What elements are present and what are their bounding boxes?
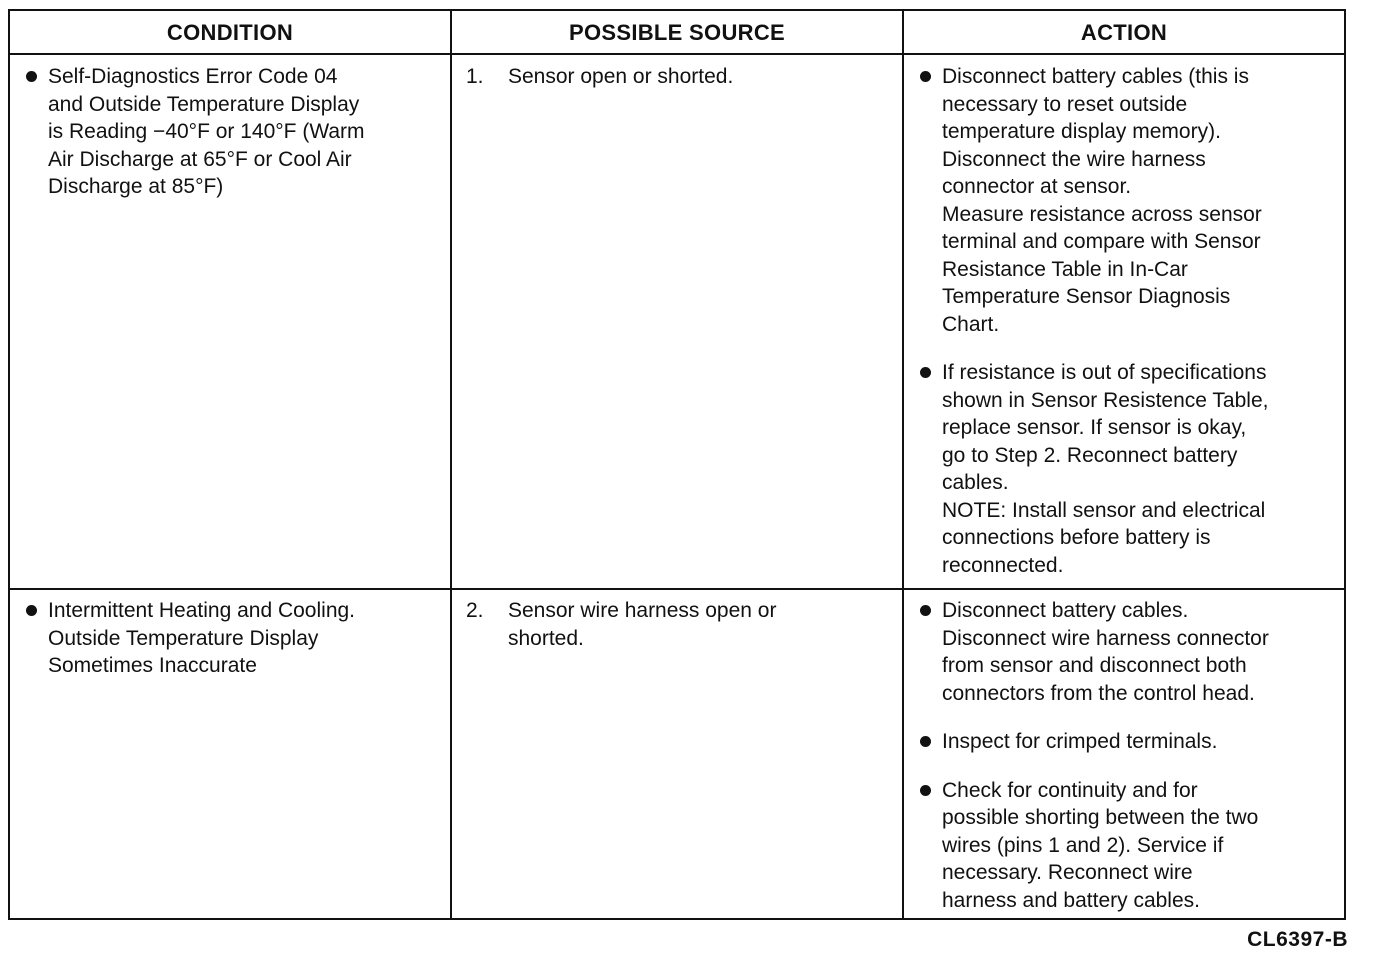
header-possible-source: POSSIBLE SOURCE [569, 20, 785, 45]
row-2-action [918, 597, 1338, 914]
diagnosis-chart [8, 9, 1346, 920]
action-line: from sensor and disconnect both [942, 654, 1247, 677]
action-line: go to Step 2. Reconnect battery [942, 443, 1238, 467]
condition-line: Outside Temperature Display [48, 626, 319, 650]
bullet-icon [26, 71, 37, 82]
action-item [918, 63, 1338, 338]
action-line: Chart. [942, 312, 1000, 336]
condition-line: Air Discharge at 65°F or Cool Air [48, 147, 352, 171]
source-line: shorted. [508, 626, 584, 650]
condition-line: is Reading −40°F or 140°F (Warm [48, 120, 365, 143]
action-line: Resistance Table in In-Car [942, 257, 1188, 281]
condition-item [24, 63, 444, 201]
source-line: Sensor wire harness open or [508, 599, 777, 622]
bullet-icon [920, 736, 931, 747]
condition-line: Self-Diagnostics Error Code 04 [48, 65, 338, 88]
source-number: 1. [466, 65, 484, 88]
action-line: reconnected. [942, 553, 1064, 577]
figure-code: CL6397-B [1247, 928, 1348, 951]
action-line: wires (pins 1 and 2). Service if [942, 833, 1224, 857]
action-item [918, 728, 1338, 756]
action-line: Disconnect battery cables. [942, 599, 1189, 622]
row-2-condition [24, 597, 444, 680]
action-line: Inspect for crimped terminals. [942, 730, 1218, 753]
action-item [918, 597, 1338, 707]
source-item [466, 597, 896, 652]
condition-line: and Outside Temperature Display [48, 92, 360, 116]
action-line: connector at sensor. [942, 175, 1132, 198]
row-1-source [466, 63, 896, 91]
action-line: possible shorting between the two [942, 806, 1259, 829]
action-item [918, 777, 1338, 915]
condition-line: Discharge at 85°F) [48, 175, 224, 198]
action-line: shown in Sensor Resistence Table, [942, 388, 1269, 412]
bullet-icon [920, 367, 931, 378]
action-line: necessary to reset outside [942, 92, 1188, 116]
action-line: cables. [942, 471, 1009, 494]
action-line: necessary. Reconnect wire [942, 861, 1193, 884]
action-line: Disconnect battery cables (this is [942, 65, 1249, 88]
source-line: Sensor open or shorted. [508, 65, 734, 88]
action-line: terminal and compare with Sensor [942, 230, 1261, 253]
action-line: If resistance is out of specifications [942, 361, 1267, 384]
action-line: Disconnect wire harness connector [942, 626, 1269, 650]
bullet-icon [26, 605, 37, 616]
source-item [466, 63, 896, 91]
row-1-condition [24, 63, 444, 201]
header-condition: CONDITION [166, 20, 294, 45]
row-divider [10, 588, 1344, 590]
column-divider [902, 11, 904, 918]
action-line: Temperature Sensor Diagnosis [942, 285, 1231, 308]
action-line: Measure resistance across sensor [942, 202, 1262, 226]
column-divider [450, 11, 452, 918]
action-line: Check for continuity and for [942, 778, 1198, 802]
header-action: ACTION [1080, 20, 1168, 45]
action-item [918, 359, 1338, 579]
action-line: harness and battery cables. [942, 888, 1200, 912]
action-line: NOTE: Install sensor and electrical [942, 498, 1266, 522]
action-line: replace sensor. If sensor is okay, [942, 416, 1247, 439]
action-line: connections before battery is [942, 526, 1211, 549]
bullet-icon [920, 785, 931, 796]
bullet-icon [920, 605, 931, 616]
row-1-action [918, 63, 1338, 579]
condition-item [24, 597, 444, 680]
action-line: connectors from the control head. [942, 681, 1255, 705]
condition-line: Intermittent Heating and Cooling. [48, 599, 356, 622]
action-line: Disconnect the wire harness [942, 147, 1206, 171]
bullet-icon [920, 71, 931, 82]
source-number: 2. [466, 599, 484, 622]
condition-line: Sometimes Inaccurate [48, 654, 257, 677]
row-2-source [466, 597, 896, 652]
action-line: temperature display memory). [942, 120, 1221, 143]
